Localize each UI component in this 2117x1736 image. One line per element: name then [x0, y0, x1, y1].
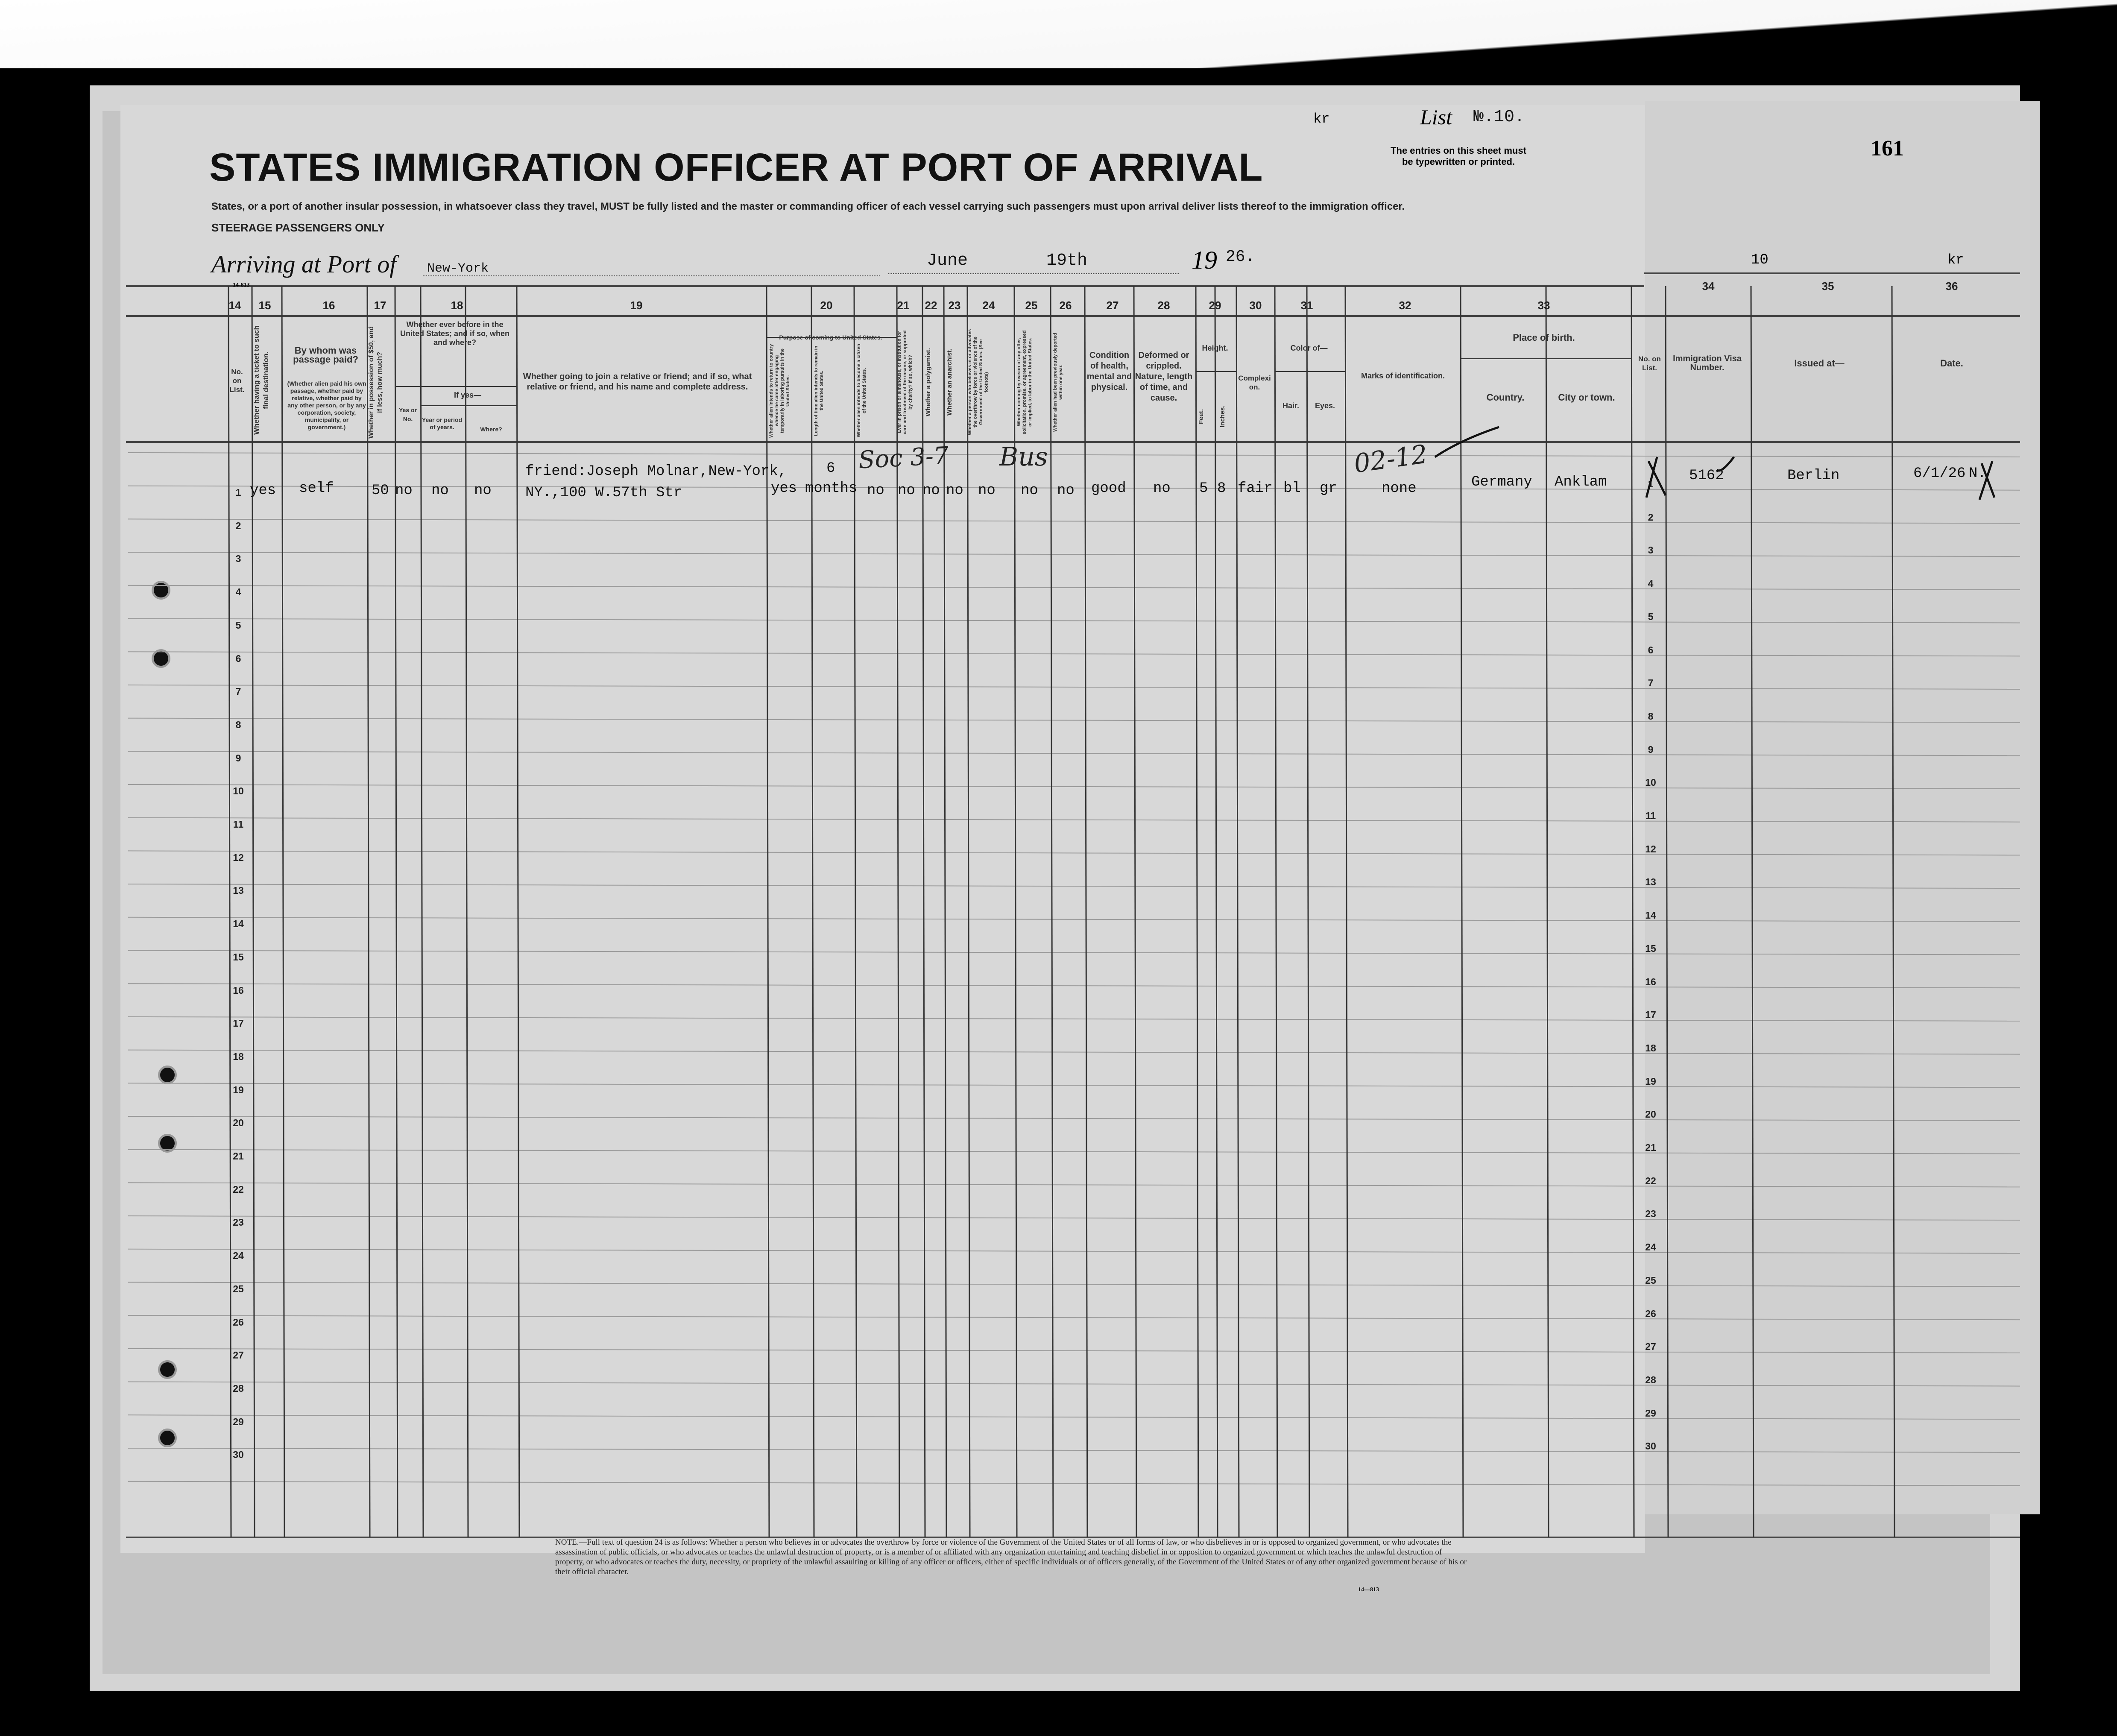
- col33-country: Country.: [1486, 392, 1525, 403]
- row-number: 13: [233, 885, 244, 896]
- where-cell: no: [474, 483, 492, 499]
- row-number: 6: [235, 653, 241, 664]
- row-number-right: 17: [1645, 1009, 1656, 1021]
- row-number: 16: [233, 984, 244, 996]
- col18-yesno: Yes or No.: [398, 407, 417, 422]
- row-number-right: 14: [1645, 910, 1656, 921]
- col14-header: No. on List.: [229, 368, 245, 394]
- year-suffix: 26.: [1226, 248, 1255, 266]
- deported-cell: no: [1057, 483, 1075, 499]
- anarchist-cell: no: [946, 483, 963, 499]
- col22-header: Whether a polygamist.: [925, 348, 932, 417]
- date-tail-cell: N.: [1969, 465, 1986, 482]
- col20-header: Purpose of coming to United States.: [779, 334, 882, 341]
- row-number-right: 5: [1648, 611, 1654, 622]
- footer-code: 14—813: [1358, 1587, 1379, 1593]
- col27-header: Condition of health, mental and physical.: [1086, 351, 1132, 392]
- row-number-right: 10: [1645, 777, 1656, 788]
- col20a-header: Whether alien intends to return to country whence he came after engaging temporarily in laboring pursuits in the United States.: [769, 344, 791, 438]
- marks-cell: none: [1382, 480, 1417, 497]
- row-number-right: 11: [1645, 810, 1656, 821]
- col24-header: Whether a person who believes in or advocates the overthrow by force or violence of the Government of the United States. (See footnote): [967, 329, 989, 436]
- row-number: 20: [233, 1117, 244, 1129]
- col16-header: By whom was passage paid?: [293, 345, 358, 365]
- col31-eyes: Eyes.: [1315, 401, 1335, 410]
- steerage-label: STEERAGE PASSENGERS ONLY: [211, 221, 385, 234]
- row-number-right: 21: [1645, 1142, 1656, 1153]
- col-num: 17: [374, 299, 387, 312]
- row-number: 1: [235, 487, 241, 498]
- row-number: 14: [233, 918, 244, 930]
- handwritten-note-soc: Soc 3-7: [858, 442, 949, 474]
- col-num: 22: [925, 299, 937, 312]
- row-number: 19: [233, 1084, 244, 1095]
- row-number: 27: [233, 1350, 244, 1361]
- col-num: 33: [1537, 299, 1550, 312]
- col-num: 19: [630, 299, 643, 312]
- col-num: 31: [1300, 299, 1313, 312]
- inches-cell: 8: [1217, 480, 1226, 497]
- col-num: 23: [948, 299, 961, 312]
- friend-line-1: friend:Joseph Molnar,New-York,: [525, 463, 787, 480]
- col28-header: Deformed or crippled. Nature, length of time, and cause.: [1135, 351, 1193, 403]
- health-cell: good: [1091, 480, 1126, 497]
- col30-header: Complexion.: [1238, 374, 1271, 391]
- friend-line-2: NY.,100 W.57th Str: [525, 485, 682, 501]
- col-num: 14: [228, 299, 241, 312]
- entries-note: The entries on this sheet must be typewritten or printed.: [1391, 145, 1526, 167]
- prison-cell: no: [898, 483, 915, 499]
- col16-sub: (Whether alien paid his own passage, whether paid by relative, whether paid by any other person, or by any corporation, society, municipality, or government.): [287, 380, 366, 430]
- row-number: 7: [235, 686, 241, 697]
- length-b-cell: months: [805, 480, 858, 497]
- row-number-right: 4: [1648, 578, 1654, 589]
- col31-header: Color of—: [1290, 344, 1328, 352]
- row-number-right: 2: [1648, 511, 1654, 523]
- money-cell: 50: [372, 483, 389, 499]
- col35-header: Issued at—: [1794, 358, 1845, 369]
- col19-header: Whether going to join a relative or friend; and if so, what relative or friend, and his name and complete address.: [523, 372, 752, 392]
- col-num: 30: [1249, 299, 1262, 312]
- row-number: 17: [233, 1018, 244, 1029]
- row-number-right: 1: [1648, 478, 1654, 489]
- row-number-right: 6: [1648, 644, 1654, 656]
- col-nolist-header: No. on List.: [1638, 355, 1661, 372]
- row-number-right: 3: [1648, 545, 1654, 556]
- page-number: 161: [1871, 136, 1904, 161]
- length-a-cell: 6: [826, 460, 835, 477]
- contract-cell: no: [1021, 483, 1038, 499]
- row-number: 25: [233, 1283, 244, 1294]
- year-prefix: 19: [1192, 246, 1217, 274]
- row-number: 11: [233, 819, 244, 830]
- col-num: 16: [322, 299, 335, 312]
- right-number: 10: [1751, 252, 1769, 268]
- row-number: 24: [233, 1250, 244, 1262]
- footnote: NOTE.—Full text of question 24 is as follows: Whether a person who believes in or advocates the overthrow by force or violence of the Government of the United States or of all forms of law, or who disbelieves in or is opposed to organized government, or who advocates the assassination of public officials, or who advocates or teaches the unlawful destruction of property, or is a member of or affiliated with any organization entertaining and teaching disbelief in or opposition to organized government or which teaches the unlawful destruction of property, or who advocates or teaches the duty, necessity, or propriety of the unlawful assaulting or killing of any officer or officers, either of specific individuals or of officers generally, of the Government of the United States or of any other organized government because of his or their official character.: [555, 1538, 1467, 1576]
- row-number-right: 16: [1645, 976, 1656, 987]
- visa-cell: 5162: [1689, 468, 1724, 484]
- row-number-right: 27: [1645, 1341, 1656, 1352]
- col20c-header: Whether alien intends to become a citizen of the United States.: [856, 344, 867, 438]
- citizen-cell: no: [867, 483, 884, 499]
- before-us-cell: no: [395, 483, 413, 499]
- col-num: 29: [1209, 299, 1221, 312]
- row-number-right: 30: [1645, 1440, 1656, 1452]
- col18-period: Year or period of years.: [422, 416, 463, 430]
- row-number: 23: [233, 1217, 244, 1228]
- ticket-cell: yes: [250, 483, 276, 499]
- handwritten-note-code: 02-12: [1352, 439, 1429, 479]
- polygamist-cell: no: [922, 483, 940, 499]
- row-number-right: 26: [1645, 1308, 1656, 1319]
- row-number: 22: [233, 1183, 244, 1195]
- row-number-right: 15: [1645, 943, 1656, 954]
- list-label: List: [1420, 105, 1452, 129]
- col-num: 15: [258, 299, 271, 312]
- col-num: 18: [451, 299, 463, 312]
- col-num: 34: [1702, 280, 1715, 293]
- date-cell: 6/1/26: [1913, 465, 1966, 482]
- eyes-cell: gr: [1320, 480, 1337, 497]
- feet-cell: 5: [1199, 480, 1208, 497]
- col29-header: Height.: [1202, 344, 1228, 352]
- row-number-right: 24: [1645, 1241, 1656, 1253]
- col23-header: Whether an anarchist.: [946, 348, 953, 416]
- col-num: 20: [820, 299, 833, 312]
- row-number: 28: [233, 1382, 244, 1394]
- col-num: 26: [1059, 299, 1072, 312]
- handwritten-note-bus: Bus: [999, 442, 1048, 472]
- col-num: 24: [982, 299, 995, 312]
- kr-mark-right: kr: [1947, 252, 1964, 268]
- col-num: 36: [1945, 280, 1958, 293]
- col18-header: Whether ever before in the United States; and if so, when and where?: [400, 320, 510, 347]
- col17-header: Whether in possession of $50, and if less, how much?: [368, 326, 384, 439]
- col18-ifyes: If yes—: [454, 391, 482, 399]
- row-number: 2: [235, 520, 241, 531]
- deformed-cell: no: [1153, 480, 1171, 497]
- col15-header: Whether having a ticket to such final destination.: [252, 325, 270, 435]
- row-number: 4: [235, 586, 241, 598]
- row-number-right: 19: [1645, 1075, 1656, 1087]
- col33-header: Place of birth.: [1513, 332, 1575, 343]
- row-number: 18: [233, 1051, 244, 1062]
- col20b-header: Length of time alien intends to remain in the United States.: [814, 345, 824, 436]
- col36-header: Date.: [1940, 358, 1963, 369]
- row-number-right: 7: [1648, 677, 1654, 689]
- arrival-day: 19th: [1046, 251, 1088, 270]
- form-title: STATES IMMIGRATION OFFICER AT PORT OF ARRIVAL: [209, 146, 1263, 189]
- row-number-right: 18: [1645, 1042, 1656, 1054]
- col18-where: Where?: [480, 426, 502, 433]
- col-num: 25: [1025, 299, 1038, 312]
- row-number: 12: [233, 852, 244, 863]
- col-num: 21: [897, 299, 910, 312]
- overthrow-cell: no: [978, 483, 996, 499]
- col-num: 35: [1821, 280, 1834, 293]
- row-number: 10: [233, 785, 244, 797]
- country-cell: Germany: [1471, 474, 1532, 490]
- row-number-right: 12: [1645, 843, 1656, 855]
- row-number: 21: [233, 1151, 244, 1162]
- col29-feet: Feet.: [1198, 409, 1205, 424]
- col-num: 27: [1106, 299, 1119, 312]
- row-number-right: 9: [1648, 744, 1654, 755]
- col21-header: Ever in prison or almshouse, or institution for care and treatment of the insane, or supported by charity? If so, which?: [897, 330, 913, 434]
- complexion-cell: fair: [1238, 480, 1273, 497]
- row-number: 5: [235, 619, 241, 631]
- col34-header: Immigration Visa Number.: [1673, 354, 1742, 372]
- form-code: 14-813: [233, 282, 250, 288]
- row-number-right: 22: [1645, 1175, 1656, 1186]
- row-number: 30: [233, 1449, 244, 1461]
- col-num: 28: [1157, 299, 1170, 312]
- row-number-right: 28: [1645, 1374, 1656, 1385]
- col-num: 32: [1399, 299, 1411, 312]
- row-number-right: 8: [1648, 710, 1654, 722]
- row-number: 3: [235, 553, 241, 565]
- row-number-right: 29: [1645, 1407, 1656, 1419]
- return-cell: yes: [771, 480, 797, 497]
- row-number: 26: [233, 1316, 244, 1328]
- col26-header: Whether alien had been previously deported within one year.: [1053, 333, 1063, 432]
- list-number: №.10.: [1473, 108, 1525, 127]
- period-cell: no: [431, 483, 449, 499]
- city-cell: Anklam: [1555, 474, 1607, 490]
- hair-cell: bl: [1283, 480, 1301, 497]
- row-number: 15: [233, 951, 244, 963]
- instructions-text: States, or a port of another insular possession, in whatsoever class they travel, MUST be fully listed and the master or commanding officer of each vessel carrying such passengers must upon arrival deliver lists thereof to the immigration officer.: [211, 201, 1405, 212]
- kr-mark-top: kr: [1313, 111, 1330, 127]
- row-number: 8: [235, 719, 241, 730]
- row-number-right: 13: [1645, 876, 1656, 888]
- row-number-right: 20: [1645, 1109, 1656, 1120]
- row-number: 29: [233, 1416, 244, 1427]
- row-number-right: 23: [1645, 1208, 1656, 1220]
- col29-inches: Inches.: [1219, 405, 1226, 427]
- paid-by-cell: self: [299, 480, 334, 497]
- port-name: New-York: [427, 261, 489, 276]
- col32-header: Marks of identification.: [1361, 372, 1445, 380]
- issued-at-cell: Berlin: [1787, 468, 1840, 484]
- col33-city: City or town.: [1558, 392, 1615, 403]
- row-number-right: 25: [1645, 1274, 1656, 1286]
- arrival-month: June: [927, 251, 968, 270]
- arriving-label: Arriving at Port of: [211, 250, 397, 278]
- col31-hair: Hair.: [1282, 401, 1300, 410]
- col25-header: Whether coming by reason of any offer, solicitation, promise, or agreement, expressed or implied, to labor in the United States.: [1016, 330, 1033, 434]
- row-number: 9: [235, 752, 241, 764]
